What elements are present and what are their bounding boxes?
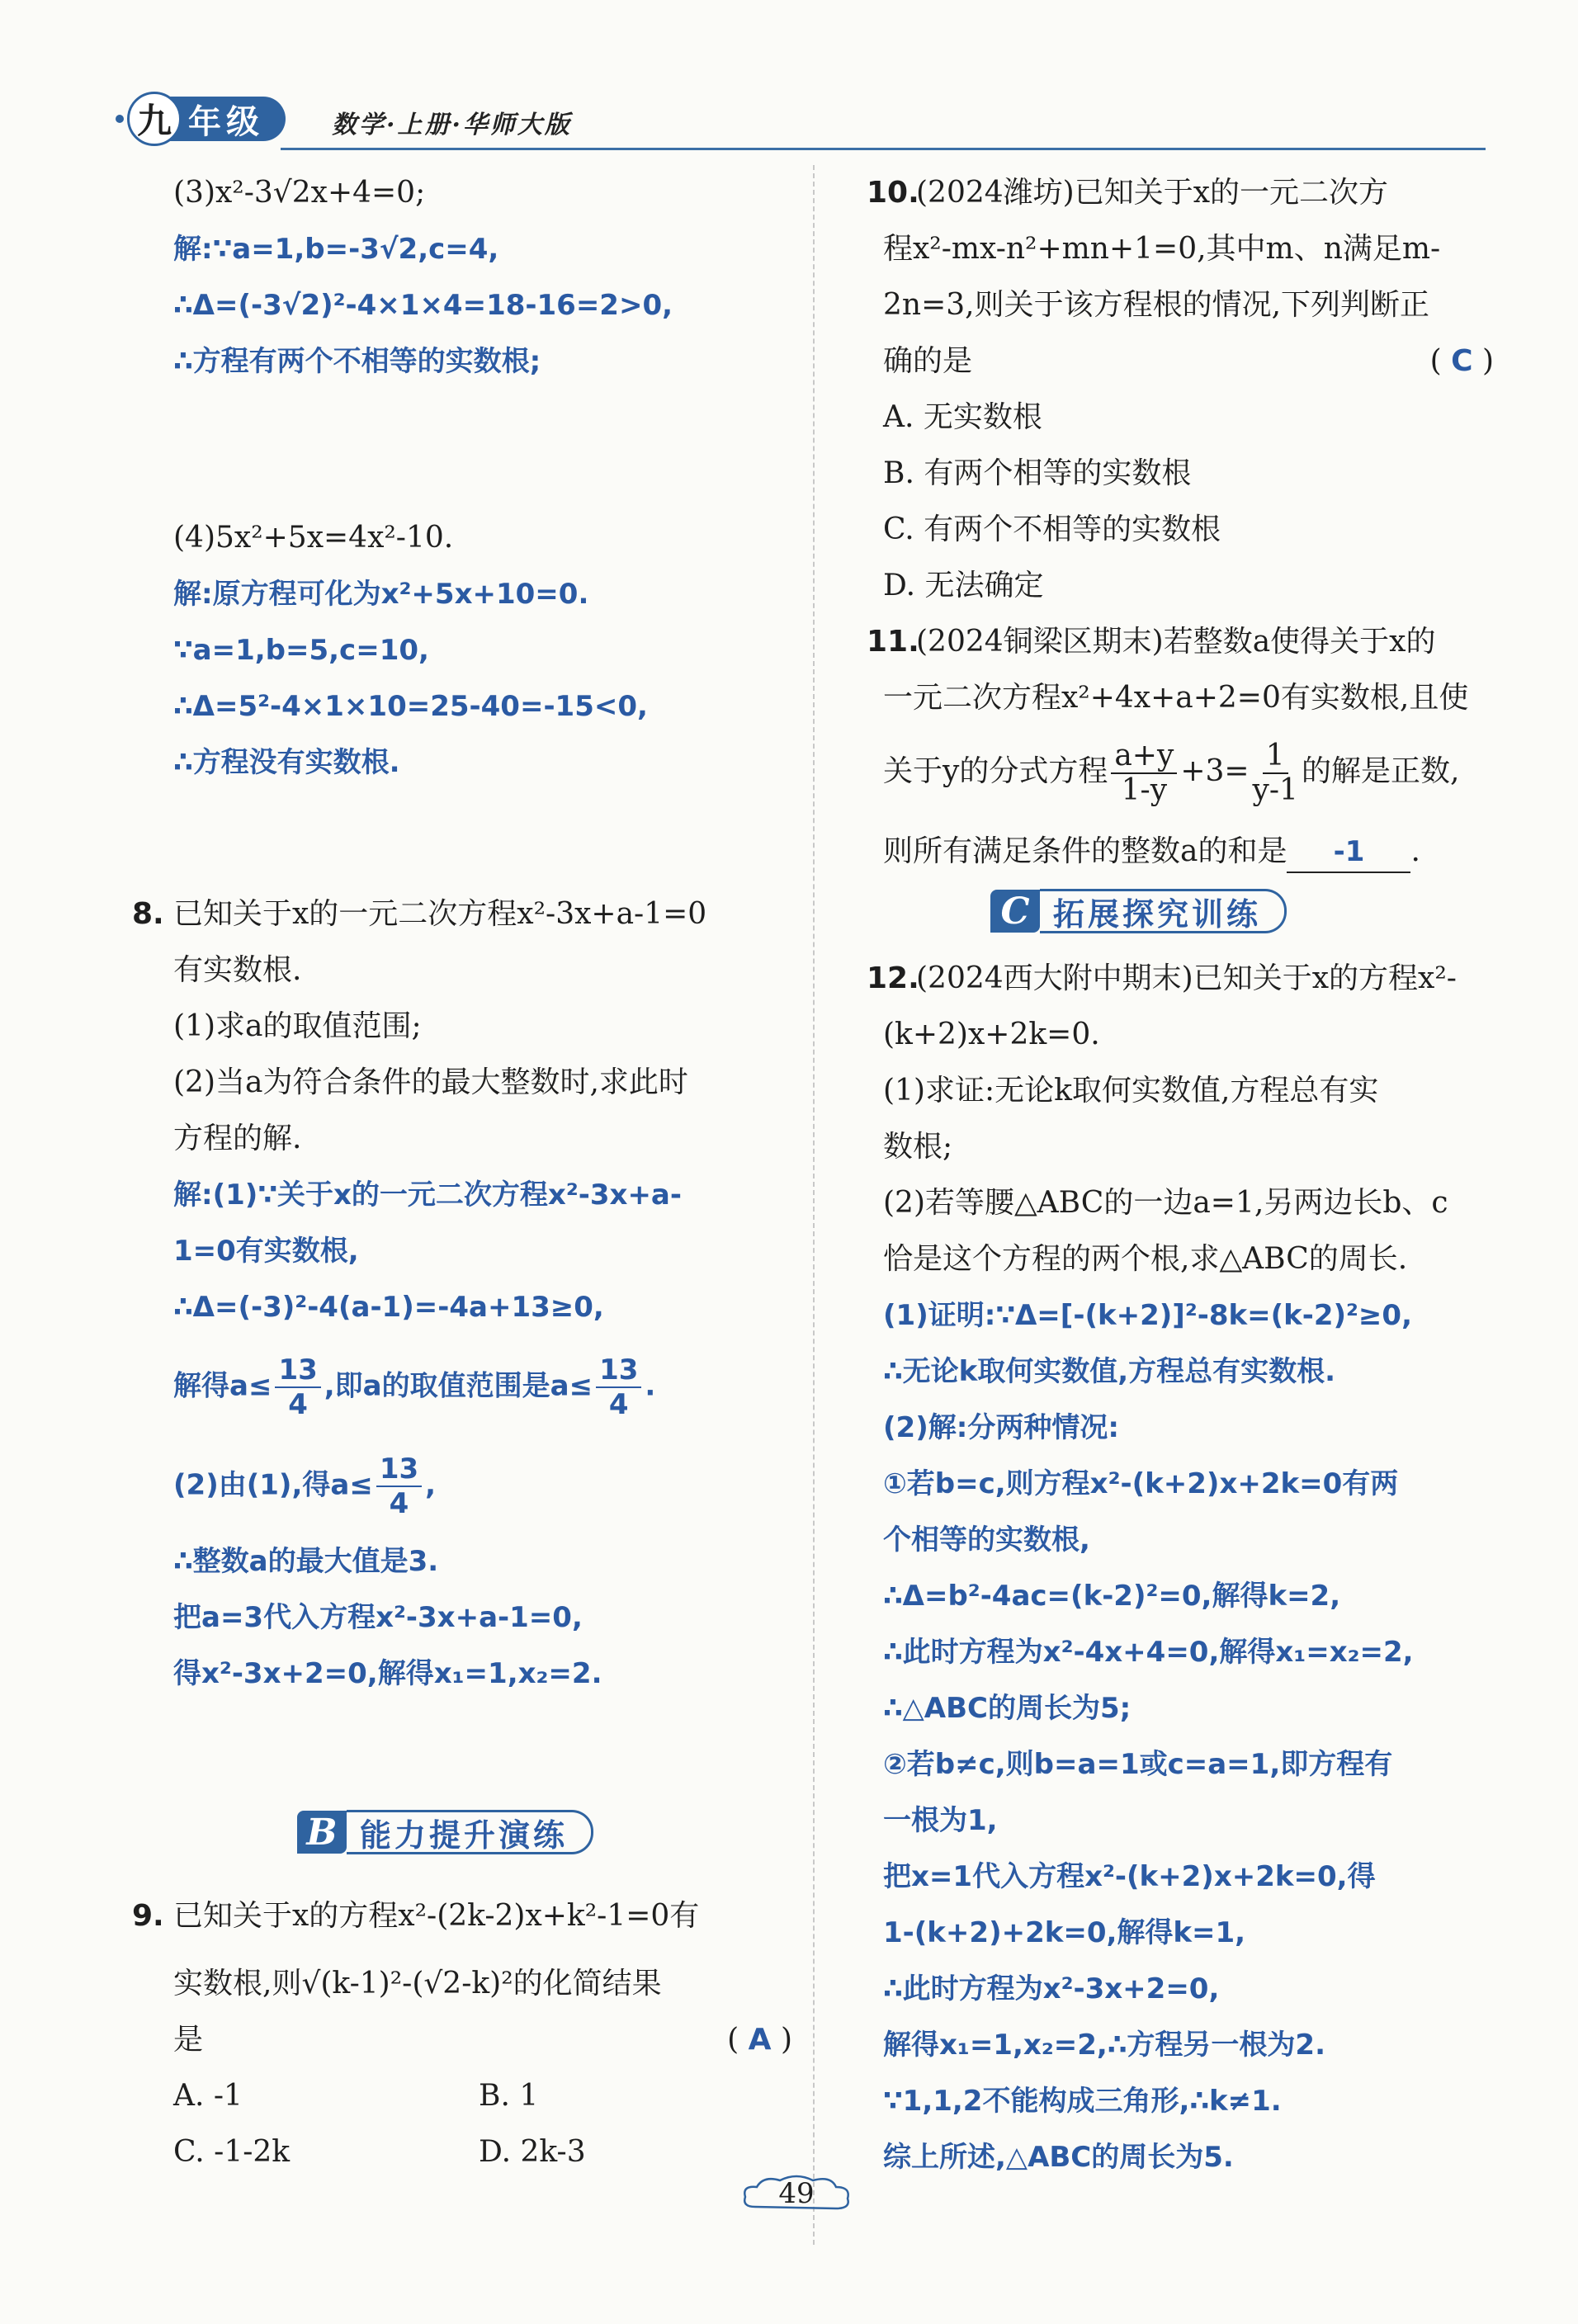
fraction-numerator: 13 [376,1452,422,1487]
q8-sol3: ∴Δ=(-3)²-4(a-1)=-4a+13≥0, [173,1291,604,1324]
q10-line2: 程x²-mx-n²+mn+1=0,其中m、n满足m- [883,232,1441,266]
q10-line1: (2024潍坊)已知关于x的一元二次方 [916,176,1389,210]
q7-4-prompt: (4)5x²+5x=4x²-10. [173,521,454,555]
q7-3-step2: ∴Δ=(-3√2)²-4×1×4=18-16=2>0, [173,289,673,322]
q10-option-b: B. 有两个相等的实数根 [883,456,1192,490]
q12-line6: 恰是这个方程的两个根,求△ABC的周长. [883,1242,1408,1276]
q10-option-c: C. 有两个不相等的实数根 [883,513,1221,546]
fraction-numerator: 13 [596,1353,641,1388]
q11-line2: 一元二次方程x²+4x+a+2=0有实数根,且使 [883,681,1469,715]
q11-line3-a: 关于y的分式方程 [883,754,1108,788]
q12-sol13: ∴此时方程为x²-3x+2=0, [883,1972,1220,2005]
q7-4-step1: 解:原方程可化为x²+5x+10=0. [173,578,589,611]
q7-4-step4: ∴方程没有实数根. [173,746,400,779]
q8-sol8: 得x²-3x+2=0,解得x₁=1,x₂=2. [173,1657,602,1690]
page-number [739,2170,854,2220]
q8-line5: 方程的解. [173,1122,302,1155]
q8-sol4-c: . [645,1369,656,1403]
q12-line3: (1)求证:无论k取何实数值,方程总有实 [883,1074,1379,1108]
q9-answer: A [748,2023,772,2057]
q10-option-d: D. 无法确定 [883,569,1044,602]
q12-sol14: 解得x₁=1,x₂=2,∴方程另一根为2. [883,2029,1325,2062]
q12-number: 12. [867,961,919,995]
fraction-denominator: y-1 [1252,773,1298,807]
fraction-denominator: 4 [389,1487,409,1520]
q11-line3 [883,739,1459,807]
section-b-heading [297,1809,593,1855]
q10-number: 10. [867,176,919,210]
q12-line5: (2)若等腰△ABC的一边a=1,另两边长b、c [883,1186,1448,1220]
q8-sol5-a: (2)由(1),得a≤ [173,1468,373,1502]
header-rule [281,148,1486,150]
section-b-title: 能力提升演练 [347,1810,593,1854]
fraction-denominator: 1-y [1121,773,1168,807]
q12-sol16: 综上所述,△ABC的周长为5. [883,2141,1234,2174]
grade-label: 年级 [157,97,286,141]
q8-line4: (2)当a为符合条件的最大整数时,求此时 [173,1065,688,1099]
fraction [596,1353,641,1421]
q12-sol10: 一根为1, [883,1804,998,1837]
q10-line4-text: 确的是 [883,344,973,378]
subject-title: 数学·上册·华师大版 [332,111,572,139]
q9-option-a: A. -1 [173,2079,243,2113]
q8-line2: 有实数根. [173,953,302,987]
q10-option-a: A. 无实数根 [883,400,1042,434]
q11-line1: (2024铜梁区期末)若整数a使得关于x的 [916,625,1436,659]
q12-sol11: 把x=1代入方程x²-(k+2)x+2k=0,得 [883,1860,1376,1893]
q9-number: 9. [132,1899,164,1933]
q8-line3: (1)求a的取值范围; [173,1009,422,1043]
column-divider [813,165,815,2245]
q12-line2: (k+2)x+2k=0. [883,1018,1100,1051]
q7-4-step3: ∴Δ=5²-4×1×10=25-40=-15<0, [173,690,648,723]
section-c-badge: C [990,890,1040,933]
fraction-numerator: a+y [1111,739,1177,774]
q11-line4-b: . [1410,834,1420,868]
q10-line3: 2n=3,则关于该方程根的情况,下列判断正 [883,288,1430,322]
q12-line4: 数根; [883,1130,953,1164]
q12-sol8: ∴△ABC的周长为5; [883,1692,1132,1725]
q12-sol12: 1-(k+2)+2k=0,解得k=1, [883,1916,1246,1949]
q7-3-step3: ∴方程有两个不相等的实数根; [173,345,541,378]
grade-char: 九 [127,92,182,146]
q11-line3-b: +3= [1180,754,1250,788]
page-number-text: 49 [778,2177,815,2210]
q8-sol5-b: , [425,1468,437,1502]
q9-option-d: D. 2k-3 [479,2135,586,2169]
q12-sol15: ∵1,1,2不能构成三角形,∴k≠1. [883,2085,1282,2118]
section-c-title: 拓展探究训练 [1040,889,1287,933]
fraction [275,1353,320,1421]
q9-line3 [173,2020,792,2060]
q8-sol5 [173,1452,436,1520]
q11-number: 11. [867,625,919,659]
fraction-denominator: 4 [288,1388,308,1421]
q10-line4 [883,342,1494,381]
q8-sol6: ∴整数a的最大值是3. [173,1545,439,1578]
q8-sol4-a: 解得a≤ [173,1369,272,1403]
q9-line1: 已知关于x的方程x²-(2k-2)x+k²-1=0有 [173,1899,700,1933]
q8-sol4 [173,1353,655,1421]
q7-4-step2: ∵a=1,b=5,c=10, [173,634,429,667]
q11-line4 [883,832,1420,873]
q12-sol3: (2)解:分两种情况: [883,1411,1119,1444]
section-b-badge: B [297,1811,347,1854]
q12-sol5: 个相等的实数根, [883,1523,1090,1556]
q7-3-step1: 解:∵a=1,b=-3√2,c=4, [173,233,499,266]
q9-line3-text: 是 [173,2023,204,2057]
q8-sol1: 解:(1)∵关于x的一元二次方程x²-3x+a- [173,1179,682,1212]
q10-answer-paren: ( C ) [1429,344,1494,378]
q11-line3-c: 的解是正数, [1301,754,1460,788]
q12-sol9: ②若b≠c,则b=a=1或c=a=1,即方程有 [883,1748,1393,1781]
q9-option-b: B. 1 [479,2079,539,2113]
q8-number: 8. [132,897,164,931]
q10-answer: C [1451,344,1473,378]
q8-line1: 已知关于x的一元二次方程x²-3x+a-1=0 [173,897,707,931]
q12-sol7: ∴此时方程为x²-4x+4=0,解得x₁=x₂=2, [883,1636,1414,1669]
page-header [116,92,1486,150]
q7-3-prompt: (3)x²-3√2x+4=0; [173,176,426,210]
q11-answer-blank: -1 [1287,832,1410,873]
fraction [376,1452,422,1520]
q8-sol2: 1=0有实数根, [173,1235,359,1268]
q9-line2: 实数根,则√(k-1)²-(√2-k)²的化简结果 [173,1967,662,2000]
fraction [1111,739,1177,807]
q12-sol4: ①若b=c,则方程x²-(k+2)x+2k=0有两 [883,1467,1399,1500]
q9-answer-paren: ( A ) [727,2023,792,2057]
section-c-heading [990,888,1287,934]
fraction-denominator: 4 [608,1388,629,1421]
q8-sol4-b: ,即a的取值范围是a≤ [324,1369,593,1403]
q9-option-c: C. -1-2k [173,2135,291,2169]
q12-sol6: ∴Δ=b²-4ac=(k-2)²=0,解得k=2, [883,1580,1341,1613]
fraction [1253,739,1298,807]
q12-line1: (2024西大附中期末)已知关于x的方程x²- [916,961,1457,995]
fraction-numerator: 1 [1263,739,1288,774]
grade-badge [116,92,286,145]
q8-sol7: 把a=3代入方程x²-3x+a-1=0, [173,1601,583,1634]
q12-sol2: ∴无论k取何实数值,方程总有实数根. [883,1355,1336,1388]
q12-sol1: (1)证明:∵Δ=[-(k+2)]²-8k=(k-2)²≥0, [883,1299,1412,1332]
fraction-numerator: 13 [275,1353,320,1388]
dot-icon [116,115,124,123]
q11-line4-a: 则所有满足条件的整数a的和是 [883,834,1287,868]
